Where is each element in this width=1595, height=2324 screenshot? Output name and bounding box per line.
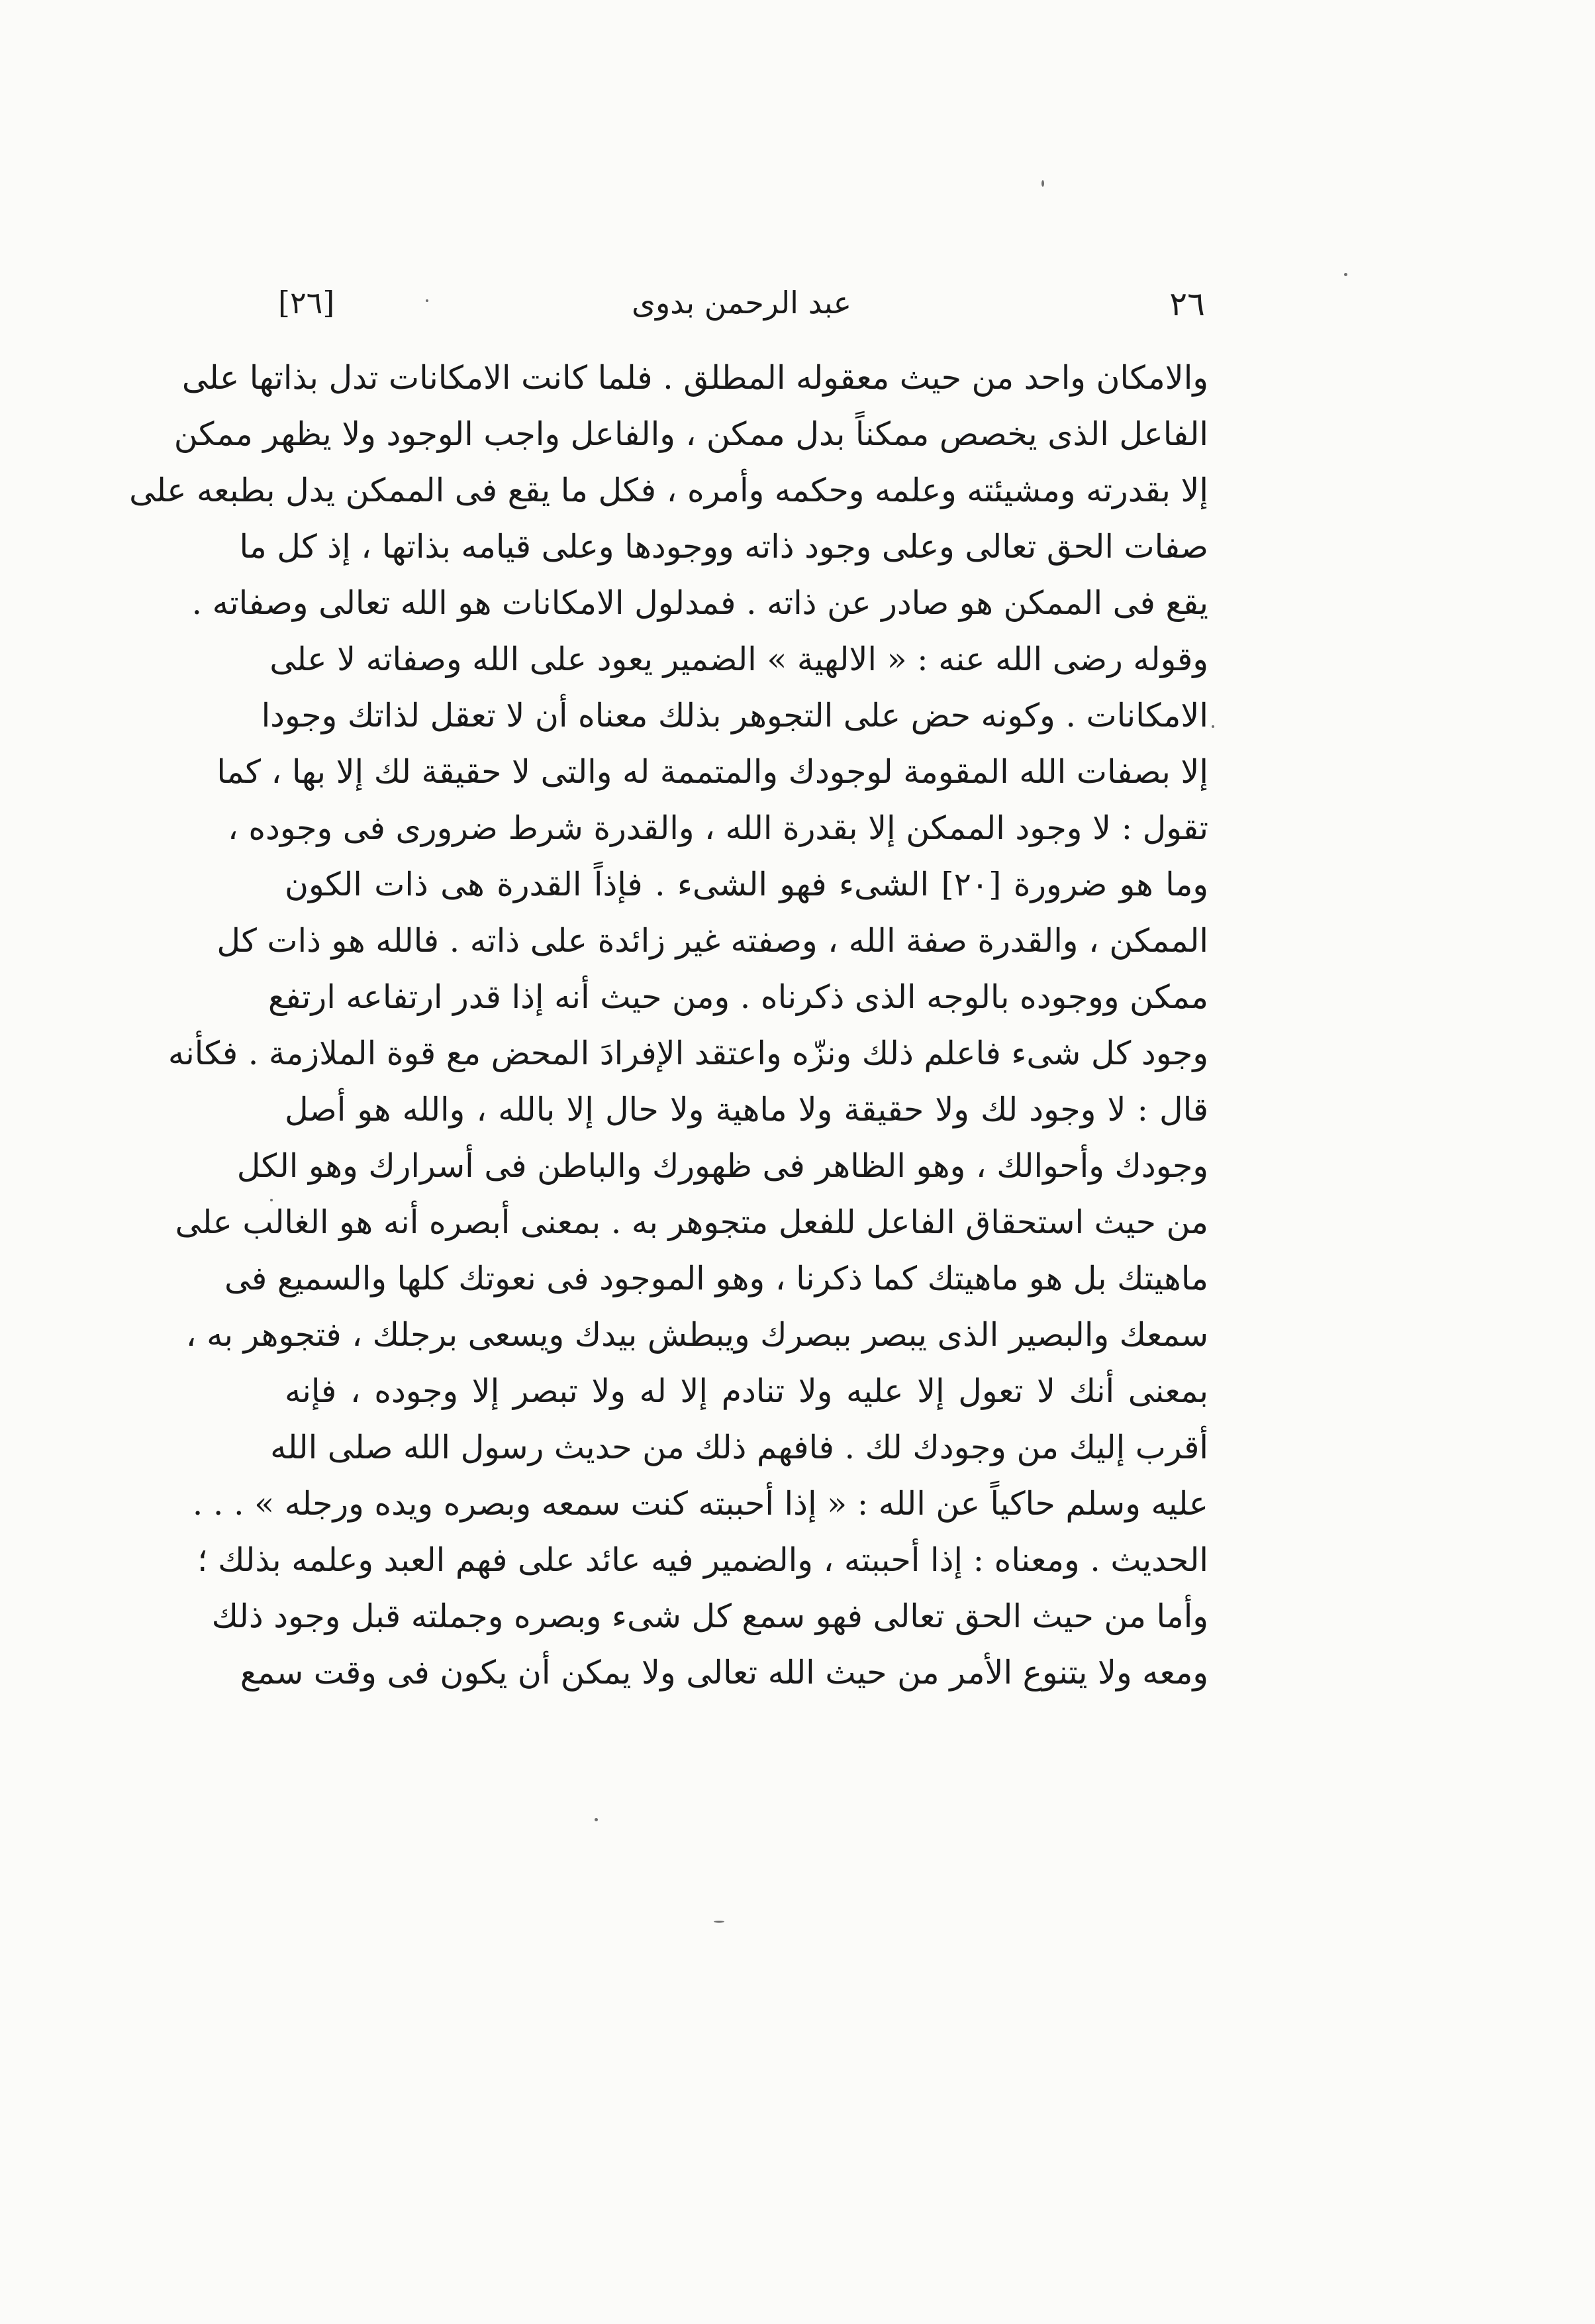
text-line: عليه وسلم حاكياً عن الله : « إذا أحببته كنت سمعه وبصره ويده ورجله » . . . (192, 1485, 1208, 1523)
running-title: عبد الرحمن بدوى (631, 285, 852, 321)
text-line: والامكان واحد من حيث معقوله المطلق . فلما كانت الامكانات تدل بذاتها على (181, 359, 1208, 397)
text-line: من حيث استحقاق الفاعل للفعل متجوهر به . بمعنى أبصره أنه هو الغالب على (175, 1203, 1208, 1241)
text-line: الامكانات . وكونه حض على التجوهر بذلك معناه أن لا تعقل لذاتك وجودا (261, 697, 1208, 734)
text-line: وجودك وأحوالك ، وهو الظاهر فى ظهورك والباطن فى أسرارك وهو الكل (236, 1147, 1208, 1185)
text-line: تقول : لا وجود الممكن إلا بقدرة الله ، والقدرة شرط ضرورى فى وجوده ، (227, 809, 1208, 847)
text-line: قال : لا وجود لك ولا حقيقة ولا ماهية ولا حال إلا بالله ، والله هو أصل (285, 1091, 1208, 1129)
scan-speck (595, 1818, 598, 1821)
text-line: وجود كل شىء فاعلم ذلك ونزّه واعتقد الإفرادَ المحض مع قوة الملازمة . فكأنه (168, 1035, 1208, 1072)
text-line: صفات الحق تعالى وعلى وجود ذاته ووجودها وعلى قيامه بذاتها ، إذ كل ما (239, 528, 1208, 566)
text-line: وقوله رضى الله عنه : « الالهية » الضمير يعود على الله وصفاته لا على (269, 640, 1208, 678)
scan-speck (270, 1199, 273, 1201)
text-line: ومعه ولا يتنوع الأمر من حيث الله تعالى ولا يمكن أن يكون فى وقت سمع (240, 1654, 1208, 1692)
body-text (129, 350, 1208, 1701)
text-line: الممكن ، والقدرة صفة الله ، وصفته غير زائدة على ذاته . فالله هو ذات كل (217, 922, 1208, 960)
text-line: ماهيتك بل هو ماهيتك كما ذكرنا ، وهو الموجود فى نعوتك كلها والسميع فى (224, 1260, 1208, 1297)
page-number: ٢٦ (1169, 285, 1205, 323)
scan-speck (1212, 725, 1214, 728)
text-line: وأما من حيث الحق تعالى فهو سمع كل شىء وبصره وجملته قبل وجود ذلك (211, 1597, 1208, 1635)
text-line: بمعنى أنك لا تعول إلا عليه ولا تنادم إلا له ولا تبصر إلا وجوده ، فإنه (285, 1372, 1208, 1410)
text-line: إلا بقدرته ومشيئته وعلمه وحكمه وأمره ، فكل ما يقع فى الممكن يدل بطبعه على (129, 472, 1208, 509)
text-line: إلا بصفات الله المقومة لوجودك والمتممة له والتى لا حقيقة لك إلا بها ، كما (217, 753, 1208, 791)
original-page-reference: [٢٦] (278, 285, 335, 321)
scan-speck (1041, 180, 1044, 187)
text-line: وما هو ضرورة [٢٠] الشىء فهو الشىء . فإذاً القدرة هى ذات الكون (285, 866, 1208, 903)
scan-speck (1344, 273, 1347, 276)
scan-speck (714, 1921, 724, 1923)
text-line: يقع فى الممكن هو صادر عن ذاته . فمدلول الامكانات هو الله تعالى وصفاته . (191, 584, 1208, 622)
text-line: الحديث . ومعناه : إذا أحببته ، والضمير فيه عائد على فهم العبد وعلمه بذلك ؛ (197, 1541, 1208, 1579)
page-header (278, 272, 1205, 344)
scan-speck (426, 299, 428, 302)
text-line: أقرب إليك من وجودك لك . فافهم ذلك من حديث رسول الله صلى الله (270, 1429, 1208, 1466)
text-line: ممكن ووجوده بالوجه الذى ذكرناه . ومن حيث أنه إذا قدر ارتفاعه ارتفع (268, 978, 1208, 1016)
text-line: سمعك والبصير الذى يبصر ببصرك ويبطش بيدك ويسعى برجلك ، فتجوهر به ، (185, 1316, 1208, 1354)
text-line: الفاعل الذى يخصص ممكناً بدل ممكن ، والفاعل واجب الوجود ولا يظهر ممكن (173, 415, 1208, 453)
